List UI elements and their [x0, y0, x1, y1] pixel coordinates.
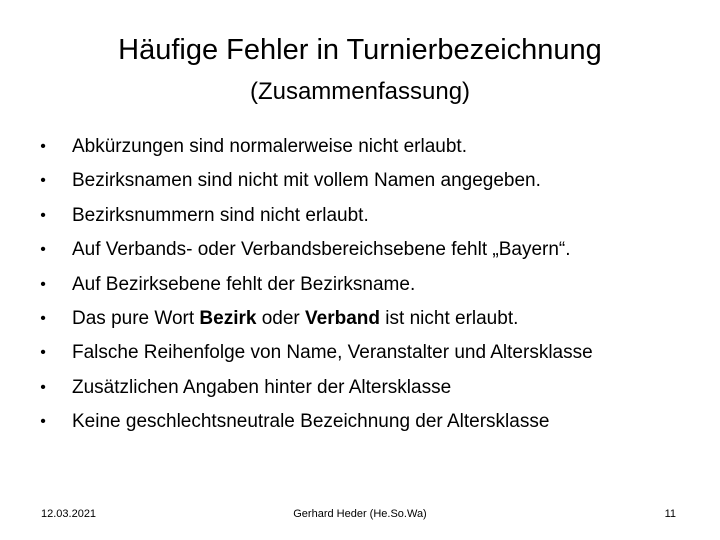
bullet-icon: • — [40, 413, 46, 431]
bullet-item — [36, 336, 706, 370]
bullet-list — [36, 130, 706, 440]
bullet-text: Bezirksnummern sind nicht erlaubt. — [72, 204, 369, 226]
bullet-icon: • — [40, 309, 46, 327]
footer-author: Gerhard Heder (He.So.Wa) — [293, 508, 427, 520]
bullet-icon: • — [40, 344, 46, 362]
bullet-icon: • — [40, 241, 46, 259]
slide-title — [0, 28, 720, 112]
bullet-text: Abkürzungen sind normalerweise nicht erlaubt. — [72, 136, 467, 157]
bullet-text: Zusätzlichen Angaben hinter der Altersklasse — [72, 376, 452, 398]
bullet-icon: • — [40, 138, 46, 155]
bullet-item — [36, 302, 706, 336]
bullet-item — [36, 199, 706, 233]
bullet-item — [36, 371, 706, 405]
bullet-icon: • — [40, 378, 46, 396]
title-main: Häufige Fehler in Turnierbezeichnung — [118, 34, 602, 66]
bullet-item — [36, 164, 706, 198]
bullet-icon: • — [40, 206, 46, 224]
bullet-text: Auf Verbands- oder Verbandsbereichsebene fehlt „Bayern“. — [72, 239, 571, 261]
bullet-text: Auf Bezirksebene fehlt der Bezirksname. — [72, 273, 416, 295]
bullet-item — [36, 268, 706, 302]
bullet-text: Bezirksnamen sind nicht mit vollem Namen angegeben. — [72, 170, 541, 192]
bullet-text-bold-bezirk: Bezirk — [199, 307, 257, 329]
bullet-text: Keine geschlechtsneutrale Bezeichnung der Altersklasse — [72, 411, 550, 433]
bullet-item — [36, 233, 706, 267]
bullet-icon: • — [40, 275, 46, 293]
bullet-icon: • — [40, 172, 46, 190]
bullet-item — [36, 405, 706, 439]
footer-page-number: 11 — [664, 508, 676, 520]
bullet-text-pre: Das pure Wort — [72, 307, 200, 329]
bullet-text-mid: oder — [256, 307, 306, 329]
bullet-text: Falsche Reihenfolge von Name, Veranstalter und Altersklasse — [72, 342, 593, 364]
footer-date: 12.03.2021 — [41, 508, 97, 520]
bullet-text-bold-verband: Verband — [305, 307, 381, 329]
bullet-item — [36, 130, 706, 164]
bullet-text-post: ist nicht erlaubt. — [380, 307, 519, 329]
title-subtitle: (Zusammenfassung) — [249, 78, 471, 105]
